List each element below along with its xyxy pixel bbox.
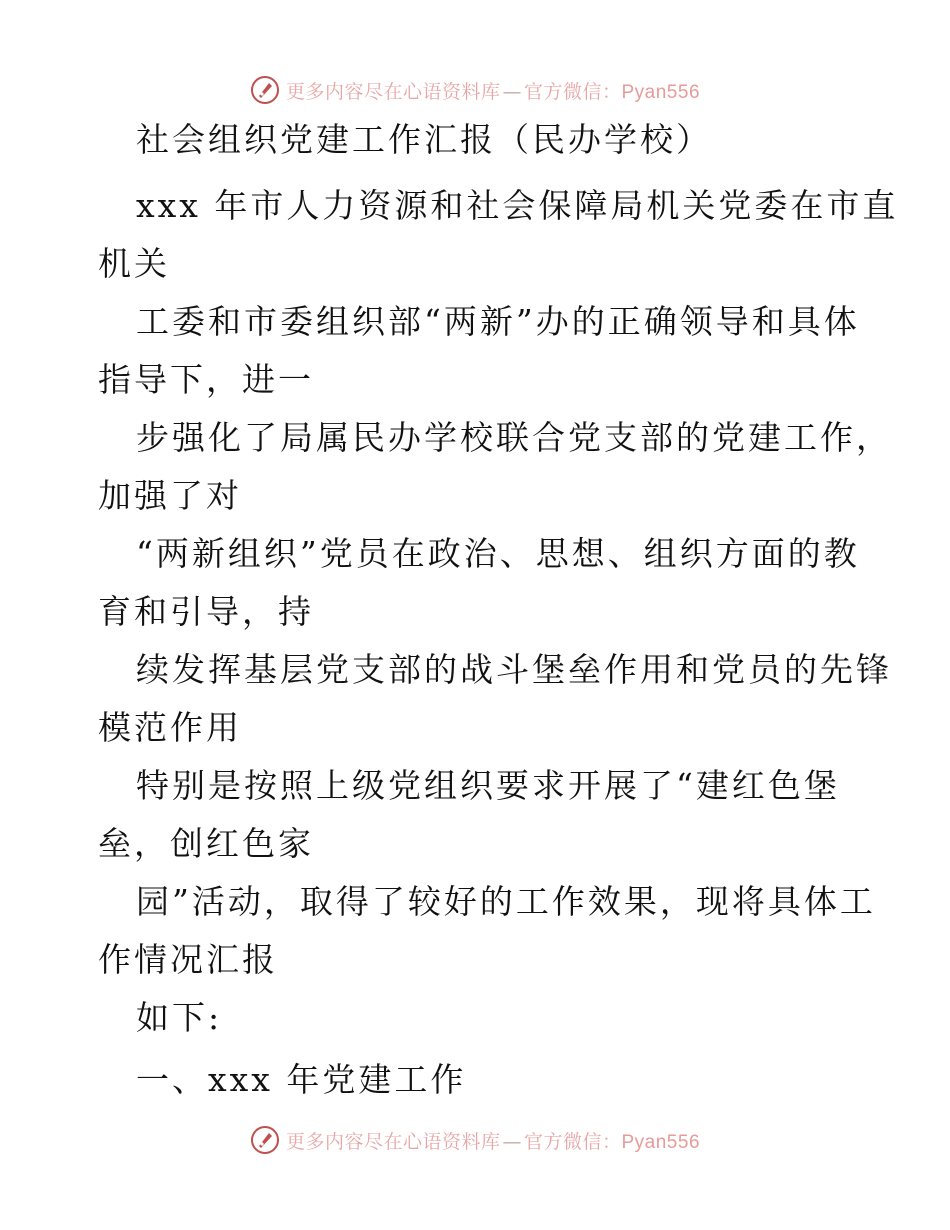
paragraph-line: 特别是按照上级党组织要求开展了“建红色堡 xyxy=(136,766,840,805)
paragraph-line: 垒，创红色家 xyxy=(98,824,314,863)
watermark-text: 更多内容尽在心语资料库 — 官方微信：Pyan556 xyxy=(285,1130,701,1153)
paragraph-line: 作情况汇报 xyxy=(98,940,278,979)
paragraph-line: 机关 xyxy=(98,244,170,283)
document-title: 社会组织党建工作汇报（民办学校） xyxy=(136,120,712,159)
paragraph-line: 加强了对 xyxy=(98,476,242,515)
footer-watermark xyxy=(0,1120,950,1160)
watermark-text: 更多内容尽在心语资料库 — 官方微信：Pyan556 xyxy=(285,80,701,103)
paragraph-line: xxx 年市人力资源和社会保障局机关党委在市直 xyxy=(136,186,899,225)
paragraph-line: 工委和市委组织部“两新”办的正确领导和具体 xyxy=(136,302,860,341)
paragraph-line: 如下: xyxy=(136,998,223,1037)
paragraph-line: 模范作用 xyxy=(98,708,242,747)
pen-nib-logo-icon xyxy=(250,75,280,105)
header-watermark xyxy=(0,70,950,110)
paragraph-line: 园”活动，取得了较好的工作效果，现将具体工 xyxy=(136,882,876,921)
paragraph-line: “两新组织”党员在政治、思想、组织方面的教 xyxy=(136,534,860,573)
paragraph-line: 步强化了局属民办学校联合党支部的党建工作， xyxy=(136,418,892,457)
section-heading: 一、xxx 年党建工作 xyxy=(136,1060,467,1099)
paragraph-line: 指导下，进一 xyxy=(98,360,314,399)
paragraph-line: 续发挥基层党支部的战斗堡垒作用和党员的先锋 xyxy=(136,650,892,689)
paragraph-line: 育和引导，持 xyxy=(98,592,314,631)
pen-nib-logo-icon xyxy=(250,1125,280,1155)
